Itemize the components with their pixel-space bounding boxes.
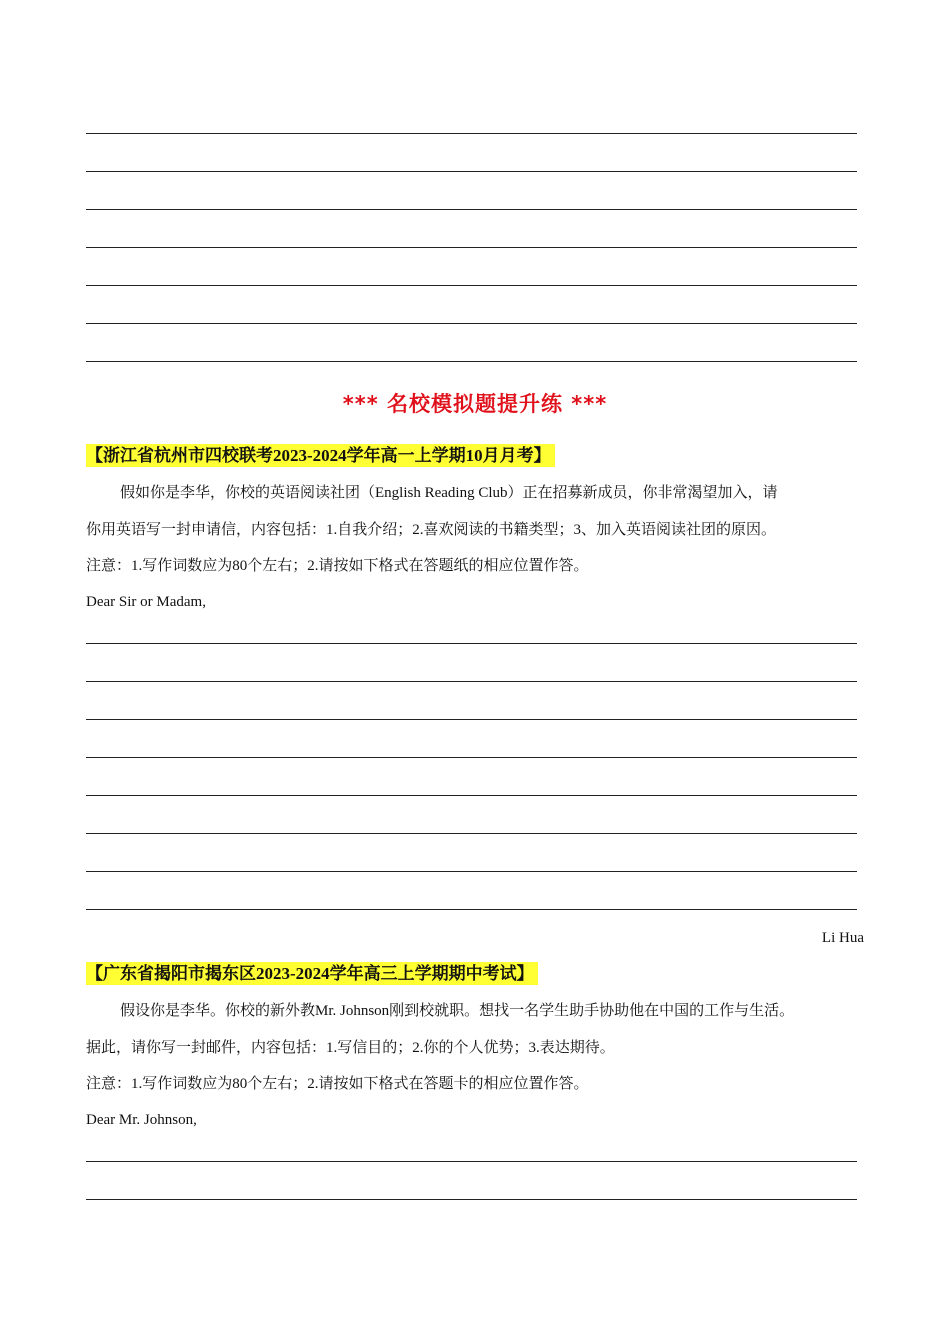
answer-line[interactable] — [86, 757, 857, 758]
answer-line[interactable] — [86, 795, 857, 796]
answer-line[interactable] — [86, 247, 857, 248]
answer-line[interactable] — [86, 285, 857, 286]
answer-line[interactable] — [86, 719, 857, 720]
answer-line[interactable] — [86, 1199, 857, 1200]
answer-line[interactable] — [86, 323, 857, 324]
answer-line[interactable] — [86, 171, 857, 172]
prompt-line: 你用英语写一封申请信，内容包括：1.自我介绍；2.喜欢阅读的书籍类型；3、加入英语阅读社团的原因。 — [86, 522, 777, 538]
answer-line[interactable] — [86, 871, 857, 872]
exam-source-heading: 【浙江省杭州市四校联考2023-2024学年高一上学期10月月考】 — [86, 444, 555, 467]
answer-line[interactable] — [86, 209, 857, 210]
answer-line[interactable] — [86, 681, 857, 682]
answer-line[interactable] — [86, 833, 857, 834]
answer-line[interactable] — [86, 361, 857, 362]
answer-line[interactable] — [86, 133, 857, 134]
letter-signature: Li Hua — [821, 930, 864, 946]
letter-salutation: Dear Mr. Johnson, — [86, 1112, 197, 1128]
prompt-note: 注意：1.写作词数应为80个左右；2.请按如下格式在答题纸的相应位置作答。 — [86, 558, 589, 574]
prompt-note: 注意：1.写作词数应为80个左右；2.请按如下格式在答题卡的相应位置作答。 — [86, 1076, 589, 1092]
letter-salutation: Dear Sir or Madam, — [86, 594, 206, 610]
answer-line[interactable] — [86, 643, 857, 644]
prompt-line: 据此，请你写一封邮件，内容包括：1.写信目的；2.你的个人优势；3.表达期待。 — [86, 1040, 615, 1056]
section-banner: *** 名校模拟题提升练 *** — [342, 392, 608, 416]
answer-line[interactable] — [86, 909, 857, 910]
answer-line[interactable] — [86, 1161, 857, 1162]
prompt-line: 假设你是李华。你校的新外教Mr. Johnson刚到校就职。想找一名学生助手协助他在中国的工作与生活。 — [120, 1003, 795, 1019]
exam-source-heading: 【广东省揭阳市揭东区2023-2024学年高三上学期期中考试】 — [86, 962, 538, 985]
prompt-line: 假如你是李华，你校的英语阅读社团（English Reading Club）正在招募新成员，你非常渴望加入，请 — [120, 485, 778, 501]
